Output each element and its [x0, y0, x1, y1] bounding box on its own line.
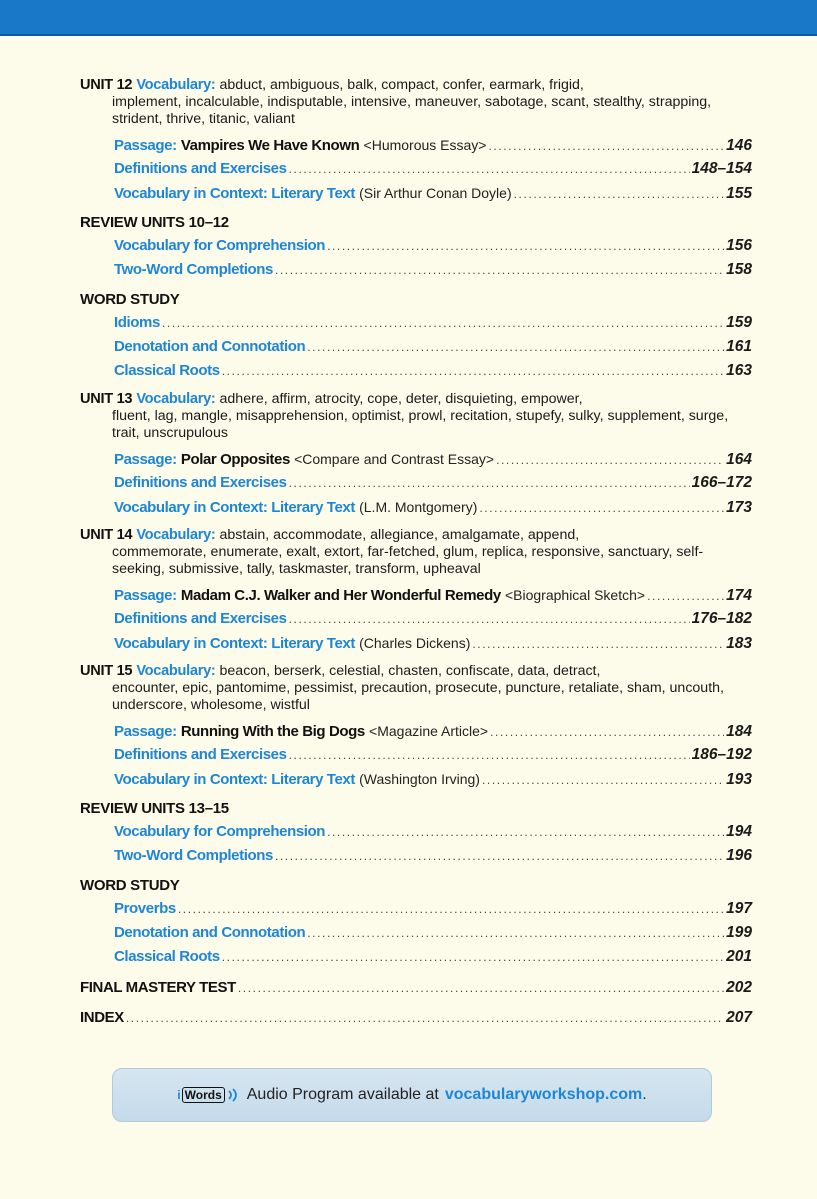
unit-14	[80, 526, 752, 655]
page-number: 163	[726, 362, 752, 379]
dot-leader	[289, 607, 690, 631]
unit-13-context-entry[interactable]	[80, 495, 752, 519]
page-number: 161	[726, 338, 752, 355]
dot-leader	[479, 496, 724, 520]
review-two-word-entry[interactable]	[80, 258, 752, 282]
dot-leader	[289, 157, 690, 181]
sound-waves-icon	[227, 1087, 239, 1103]
unit-15-passage-entry[interactable]	[80, 719, 752, 743]
page-number: 184	[726, 723, 752, 740]
audio-program-banner	[112, 1068, 712, 1122]
unit-12-header	[80, 76, 752, 94]
unit-15-context-entry[interactable]	[80, 767, 752, 791]
passage-label: Passage:	[114, 451, 177, 468]
entry-label: Idioms	[114, 314, 160, 331]
table-of-contents	[80, 76, 752, 1030]
entry-label: Denotation and Connotation	[114, 338, 306, 355]
unit-13-definitions-entry[interactable]	[80, 471, 752, 495]
review-units-10-12	[80, 212, 752, 282]
word-study-2	[80, 875, 752, 969]
unit-12-vocabulary-label: Vocabulary:	[136, 77, 216, 93]
dot-leader	[162, 311, 724, 335]
unit-13-words-first-line: adhere, affirm, atrocity, cope, deter, disquieting, empower,	[219, 391, 583, 407]
dot-leader	[307, 335, 724, 359]
entry-label: Vocabulary for Comprehension	[114, 823, 326, 840]
unit-13-passage-entry[interactable]	[80, 447, 752, 471]
page-number: 197	[726, 900, 752, 917]
unit-14-vocabulary-label: Vocabulary:	[136, 527, 216, 543]
dot-leader	[496, 448, 724, 472]
page-number: 201	[726, 948, 752, 965]
dot-leader	[126, 1006, 724, 1030]
classical-roots-entry[interactable]	[80, 945, 752, 969]
dot-leader	[327, 820, 724, 844]
denotation-entry[interactable]	[80, 335, 752, 359]
unit-14-header	[80, 526, 752, 544]
unit-12-label: UNIT 12	[80, 77, 133, 93]
passage-title: Polar Opposites	[180, 451, 290, 468]
passage-title: Vampires We Have Known	[180, 137, 360, 154]
passage-label: Passage:	[114, 137, 177, 154]
dot-leader	[275, 844, 724, 868]
context-label: Vocabulary in Context: Literary Text	[114, 185, 355, 202]
entry-label: Proverbs	[114, 900, 176, 917]
dot-leader	[472, 632, 724, 656]
dot-leader	[222, 945, 724, 969]
unit-15-words: encounter, epic, pantomime, pessimist, precaution, prosecute, puncture, retaliate, sham, uncouth, underscore, wholesome, wistful	[112, 680, 724, 713]
page-number: 166–172	[691, 474, 752, 491]
unit-15-header	[80, 662, 752, 680]
context-author: (Charles Dickens)	[359, 635, 471, 651]
page-number: 155	[726, 185, 752, 202]
passage-type: <Compare and Contrast Essay>	[294, 451, 495, 467]
unit-15-vocabulary-label: Vocabulary:	[136, 663, 216, 679]
review-heading: REVIEW UNITS 13–15	[80, 800, 229, 817]
review-heading: REVIEW UNITS 10–12	[80, 214, 229, 231]
dot-leader	[514, 182, 725, 206]
dot-leader	[178, 897, 724, 921]
dot-leader	[327, 234, 724, 258]
unit-15-words-first-line: beacon, berserk, celestial, chasten, confiscate, data, detract,	[219, 663, 601, 679]
entry-label: Two-Word Completions	[114, 847, 273, 864]
dot-leader	[289, 471, 690, 495]
review-comprehension-entry[interactable]	[80, 820, 752, 844]
passage-title: Madam C.J. Walker and Her Wonderful Remedy	[180, 587, 501, 604]
definitions-label: Definitions and Exercises	[114, 610, 287, 627]
page-number: 173	[726, 499, 752, 516]
page-number: 148–154	[691, 160, 752, 177]
review-units-13-15	[80, 798, 752, 868]
page-number: 176–182	[691, 610, 752, 627]
unit-14-words: commemorate, enumerate, exalt, extort, far-fetched, glum, replica, responsive, sanctuary, self-seeking, submissive, tally, taskmaster, transform, upheaval	[112, 544, 704, 577]
page-number: 156	[726, 237, 752, 254]
dot-leader	[482, 768, 724, 792]
context-label: Vocabulary in Context: Literary Text	[114, 635, 355, 652]
context-label: Vocabulary in Context: Literary Text	[114, 499, 355, 516]
unit-12-context-entry[interactable]	[80, 181, 752, 205]
iwords-logo-i: i	[177, 1088, 181, 1102]
page-number: 186–192	[691, 746, 752, 763]
entry-label: Vocabulary for Comprehension	[114, 237, 326, 254]
passage-type: <Magazine Article>	[369, 723, 489, 739]
page-number: 193	[726, 771, 752, 788]
context-author: (L.M. Montgomery)	[359, 499, 478, 515]
index-entry[interactable]	[80, 1006, 752, 1030]
dot-leader	[488, 134, 724, 158]
unit-15	[80, 662, 752, 791]
unit-12-passage-entry[interactable]	[80, 133, 752, 157]
dot-leader	[238, 976, 724, 1000]
page-number: 199	[726, 924, 752, 941]
entry-label: FINAL MASTERY TEST	[80, 979, 236, 996]
entry-label: Classical Roots	[114, 362, 220, 379]
dot-leader	[647, 584, 724, 608]
dot-leader	[222, 359, 724, 383]
denotation-entry[interactable]	[80, 921, 752, 945]
iwords-logo	[177, 1087, 238, 1103]
audio-period: .	[642, 1086, 647, 1103]
unit-13-vocabulary-label: Vocabulary:	[136, 391, 216, 407]
unit-12	[80, 76, 752, 205]
audio-program-text: Audio Program available at	[246, 1086, 439, 1103]
unit-14-words-first-line: abstain, accommodate, allegiance, amalgamate, append,	[219, 527, 580, 543]
review-two-word-entry[interactable]	[80, 844, 752, 868]
page-number: 196	[726, 847, 752, 864]
passage-title: Running With the Big Dogs	[180, 723, 365, 740]
entry-label: Two-Word Completions	[114, 261, 273, 278]
dot-leader	[275, 258, 724, 282]
page-number: 202	[726, 979, 752, 996]
website-link[interactable]: vocabularyworkshop.com	[444, 1086, 643, 1103]
dot-leader	[490, 720, 724, 744]
proverbs-entry[interactable]	[80, 897, 752, 921]
page-number: 194	[726, 823, 752, 840]
definitions-label: Definitions and Exercises	[114, 746, 287, 763]
unit-14-passage-entry[interactable]	[80, 583, 752, 607]
top-color-bar	[0, 0, 817, 36]
passage-type: <Humorous Essay>	[363, 137, 487, 153]
dot-leader	[289, 743, 690, 767]
context-author: (Sir Arthur Conan Doyle)	[359, 185, 512, 201]
unit-15-label: UNIT 15	[80, 663, 133, 679]
word-study-heading: WORD STUDY	[80, 877, 180, 894]
entry-label: INDEX	[80, 1009, 124, 1026]
unit-14-label: UNIT 14	[80, 527, 133, 543]
page-number: 159	[726, 314, 752, 331]
page-number: 158	[726, 261, 752, 278]
unit-12-definitions-entry[interactable]	[80, 157, 752, 181]
unit-14-definitions-entry[interactable]	[80, 607, 752, 631]
unit-14-context-entry[interactable]	[80, 631, 752, 655]
idioms-entry[interactable]	[80, 311, 752, 335]
classical-roots-entry[interactable]	[80, 359, 752, 383]
final-mastery-test-entry[interactable]	[80, 976, 752, 1000]
iwords-logo-text: Words	[182, 1087, 225, 1103]
unit-12-words: implement, incalculable, indisputable, intensive, maneuver, sabotage, scant, stealthy, strapping, strident, thrive, titanic, valiant	[112, 94, 712, 127]
unit-13-header	[80, 390, 752, 408]
word-study-heading: WORD STUDY	[80, 291, 180, 308]
word-study-1	[80, 289, 752, 383]
passage-label: Passage:	[114, 723, 177, 740]
passage-type: <Biographical Sketch>	[504, 587, 646, 603]
context-label: Vocabulary in Context: Literary Text	[114, 771, 355, 788]
unit-15-definitions-entry[interactable]	[80, 743, 752, 767]
unit-12-words-first-line: abduct, ambiguous, balk, compact, confer, earmark, frigid,	[219, 77, 584, 93]
page-number: 164	[726, 451, 752, 468]
review-comprehension-entry[interactable]	[80, 234, 752, 258]
dot-leader	[307, 921, 724, 945]
unit-13-label: UNIT 13	[80, 391, 133, 407]
definitions-label: Definitions and Exercises	[114, 160, 287, 177]
page-number: 207	[726, 1009, 752, 1026]
entry-label: Classical Roots	[114, 948, 220, 965]
page-number: 174	[726, 587, 752, 604]
entry-label: Denotation and Connotation	[114, 924, 306, 941]
unit-13	[80, 390, 752, 519]
definitions-label: Definitions and Exercises	[114, 474, 287, 491]
page-number: 183	[726, 635, 752, 652]
passage-label: Passage:	[114, 587, 177, 604]
page-number: 146	[726, 137, 752, 154]
unit-13-words: fluent, lag, mangle, misapprehension, optimist, prowl, recitation, stupefy, sulky, supplement, surge, trait, unscrupulous	[112, 408, 729, 441]
context-author: (Washington Irving)	[359, 771, 480, 787]
